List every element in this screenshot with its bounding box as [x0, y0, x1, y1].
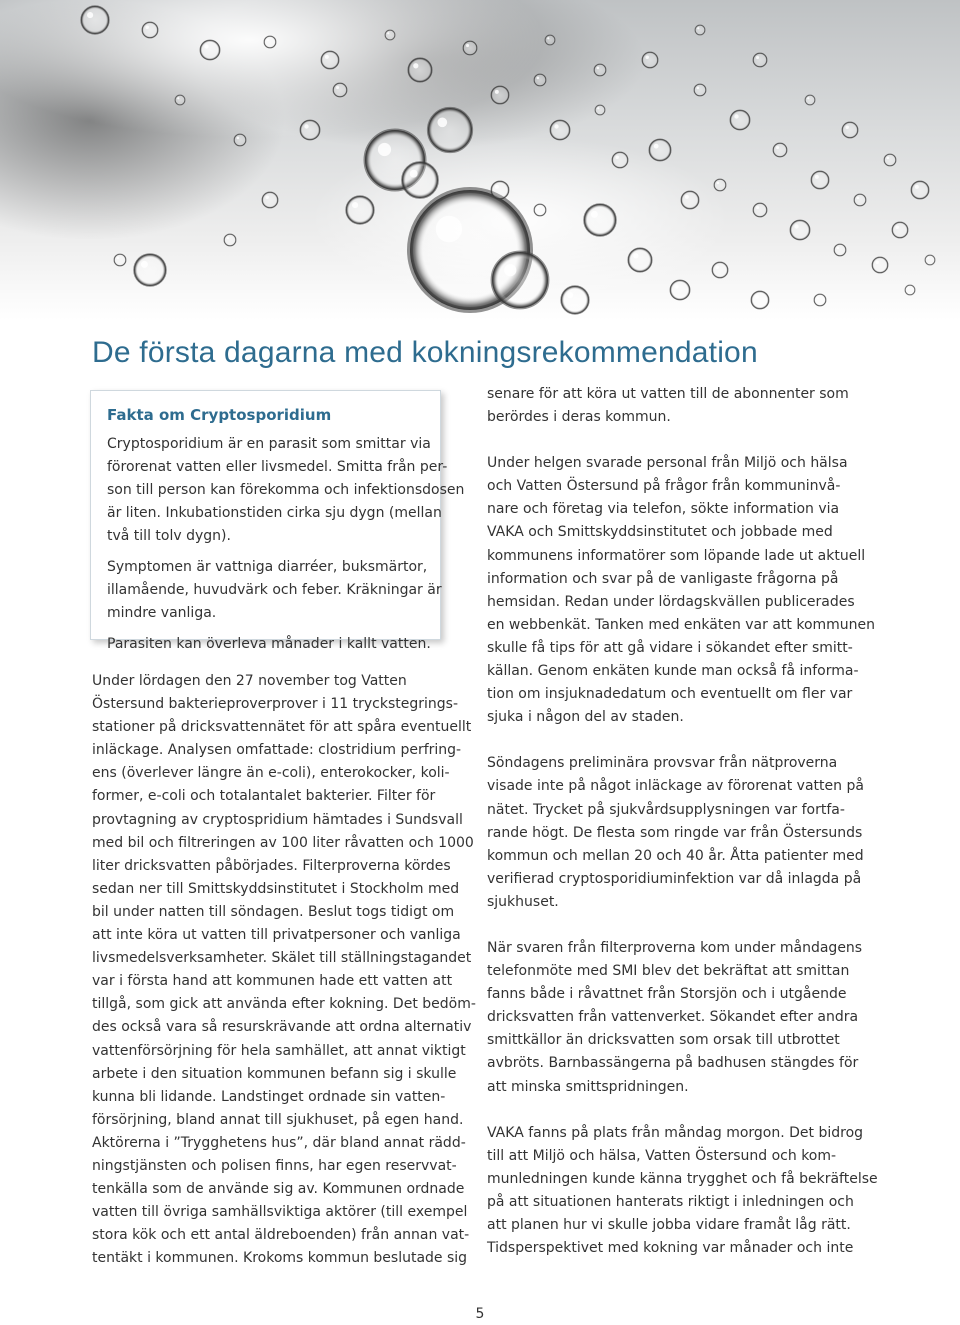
bubble	[534, 204, 546, 216]
bubble-highlight	[807, 97, 809, 99]
bubble	[175, 95, 185, 105]
bubble	[681, 191, 699, 209]
bubble-highlight	[237, 137, 240, 140]
text-line: smittkällor än dricksvatten som orsak till utbrottet	[487, 1032, 840, 1049]
bubble	[642, 52, 658, 68]
bubble-highlight	[437, 117, 447, 127]
text-line: att planen hur vi skulle jobba vidare framåt låg rätt.	[487, 1217, 851, 1233]
bubble	[264, 36, 276, 48]
bubble-highlight	[352, 202, 358, 208]
bubble	[492, 252, 548, 308]
text-line: fanns både i råvattnet från Storsjön och i utgående	[487, 986, 847, 1003]
bubble-highlight	[734, 114, 738, 118]
bubble	[321, 51, 339, 69]
bubble	[842, 122, 858, 138]
bubble-highlight	[715, 265, 719, 269]
bubble	[714, 179, 726, 191]
bubble	[805, 95, 815, 105]
text-line: kunna bli lidande. Landstinget ordnade sin vatten-	[92, 1088, 446, 1105]
bubble	[224, 234, 236, 246]
text-line: sedan ner till Smittskyddsinstitutet i Stockholm med	[92, 880, 460, 897]
bubble	[811, 171, 829, 189]
bubble	[595, 105, 605, 115]
text-line: skulle få tips för att gå vidare i sökandet efter smitt-	[487, 639, 853, 656]
bubble-highlight	[204, 44, 208, 48]
bubble	[773, 143, 787, 157]
page-number: 5	[475, 1306, 485, 1322]
text-line: provtagning av cryptospridium hämtades i Sundsvall	[92, 811, 463, 828]
text-line: När svaren från filterproverna kom under måndagens	[487, 939, 863, 956]
text-line: liter dricksvatten påbörjades. Filterproverna kördes	[92, 857, 451, 874]
text-line: ens (överlever längre än e-coli), enterokocker, koli-	[92, 765, 450, 782]
bubble	[402, 162, 438, 198]
text-line: vattenförsörjning för hela samhället, att annat viktigt	[92, 1042, 466, 1059]
text-line: är liten. Inkubationstiden cirka sju dygn (mellan	[107, 505, 442, 521]
text-line: att minska smittspridningen.	[487, 1078, 689, 1095]
paragraph	[487, 383, 867, 429]
bubble-highlight	[837, 247, 840, 250]
bubble	[134, 254, 166, 286]
bubble	[114, 254, 126, 266]
paragraph	[107, 433, 465, 548]
bubble	[695, 25, 705, 35]
bubble-highlight	[591, 211, 598, 218]
paragraph	[487, 752, 867, 914]
text-line: former, e-coli och totalantalet bakterier. Filter för	[92, 788, 436, 805]
text-line: Tidsperspektivet med kokning var månader och inte	[487, 1240, 854, 1257]
text-line: Östersund bakterieproverprover i 11 tryckstegrings-	[92, 696, 459, 713]
text-line: kommun och mellan 20 och 40 år. Åtta patienter med	[487, 847, 864, 864]
paragraph	[107, 556, 440, 625]
bubble-highlight	[697, 87, 700, 90]
text-line: avbröts. Barnbassängerna på badhusen stängdes för	[487, 1055, 859, 1072]
text-line: VAKA fanns på plats från måndag morgon. Det bidrog	[487, 1124, 864, 1141]
bubble	[491, 181, 509, 199]
bubble	[612, 152, 628, 168]
bubble	[911, 181, 929, 199]
text-line: illamående, huvudvärk och feber. Kräkningar är	[107, 582, 442, 598]
bubble-highlight	[177, 97, 179, 99]
bubble-highlight	[436, 216, 462, 242]
bubble	[834, 244, 846, 256]
bubble-highlight	[756, 56, 759, 59]
text-line: källan. Genom enkäten kunde man också få informa-	[487, 663, 859, 680]
bubble-highlight	[537, 207, 540, 210]
bubble	[346, 196, 374, 224]
text-line: att inte köra ut vatten till privatpersoner och vanliga	[92, 927, 461, 944]
bubbles-illustration	[0, 0, 960, 320]
bubble	[814, 294, 826, 306]
bubble-highlight	[633, 253, 638, 258]
bubble	[892, 222, 908, 238]
bubble	[234, 134, 246, 146]
bubble-highlight	[567, 292, 573, 298]
bubble-highlight	[597, 67, 600, 70]
text-line: telefonmöte med SMI blev det bekräftat att smittan	[487, 963, 850, 980]
bubble-highlight	[915, 185, 919, 189]
bubble-highlight	[895, 225, 899, 229]
text-line: berördes i deras kommun.	[487, 409, 671, 426]
bubble-highlight	[794, 224, 798, 228]
bubble	[872, 257, 888, 273]
text-line: sjukhuset.	[487, 893, 559, 910]
bubble	[712, 262, 728, 278]
bubble	[584, 204, 616, 236]
text-line: Parasiten kan överleva månader i kallt vatten.	[107, 636, 431, 652]
bubble-highlight	[413, 63, 418, 68]
fact-box-body	[107, 433, 465, 656]
paragraph	[487, 452, 876, 729]
text-line: VAKA och Smittskyddsinstitutet och jobbade med	[487, 524, 833, 541]
bubble-highlight	[495, 185, 499, 189]
bubble	[545, 35, 555, 45]
bubble	[694, 84, 706, 96]
bubble	[534, 74, 546, 86]
text-line: visade inte på något inläckage av förorenat vatten på	[487, 778, 864, 795]
bubble	[463, 41, 477, 55]
bubble-highlight	[776, 146, 779, 149]
text-line: Aktörerna i ”Trygghetens hus”, där bland annat rädd-	[92, 1134, 466, 1151]
bubble-highlight	[875, 260, 879, 264]
bubble-highlight	[267, 39, 270, 42]
bubble	[262, 192, 278, 208]
bubble-highlight	[387, 32, 389, 34]
bubble-highlight	[378, 143, 391, 156]
bubble-highlight	[756, 206, 759, 209]
bubble-highlight	[857, 197, 860, 200]
bubble-highlight	[717, 182, 720, 185]
text-line: till att Miljö och hälsa, Vatten Östersund och kom-	[487, 1147, 837, 1164]
bubble	[594, 64, 606, 76]
bubble-highlight	[265, 195, 269, 199]
bubble-highlight	[887, 157, 890, 160]
text-line: tillgå, som gick att använda efter kokning. Det bedöm-	[92, 996, 476, 1013]
bubble	[905, 285, 915, 295]
text-line: och Vatten Östersund på frågor från kommuninvå-	[487, 478, 841, 495]
bubble-highlight	[907, 287, 909, 289]
bubble	[561, 286, 589, 314]
text-line: sjuka i någon del av staden.	[487, 709, 684, 726]
bubble	[408, 58, 432, 82]
bubble-highlight	[325, 55, 329, 59]
bubble-highlight	[597, 107, 599, 109]
left-column-text	[92, 670, 476, 1270]
text-line: tion om insjuknadedatum och eventuellt om fler var	[487, 686, 853, 703]
text-line: med bil och filtreringen av 100 liter råvatten och 1000	[92, 834, 474, 851]
bubble	[385, 30, 395, 40]
text-line: rande högt. De flesta som ringde var från Östersunds	[487, 824, 863, 841]
text-line: son till person kan förekomma och infektionsdosen	[107, 482, 465, 498]
text-line: senare för att köra ut vatten till de abonnenter som	[487, 386, 849, 402]
bubble	[300, 120, 320, 140]
text-line: på att situationen hanterats riktigt i inledningen och	[487, 1193, 854, 1210]
text-line: information och svar på de vanligaste frågorna på	[487, 570, 839, 587]
text-line: Cryptosporidium är en parasit som smittar via	[107, 436, 431, 452]
bubble	[884, 154, 896, 166]
paragraph	[487, 937, 867, 1099]
text-line: des också vara så resurskrävande att ordna alternativ	[92, 1019, 472, 1036]
text-line: stora kök och ett antal äldreboenden) från annan vat-	[92, 1227, 470, 1244]
bubble-highlight	[537, 77, 540, 80]
text-line: nare och företag via telefon, sökte information via	[487, 501, 840, 518]
text-line: tentäkt i kommunen. Krokoms kommun beslutade sig	[92, 1250, 468, 1267]
bubble-highlight	[845, 125, 849, 129]
bubble	[550, 120, 570, 140]
page-title: De första dagarna med kokningsrekommendation	[92, 336, 758, 369]
bubble	[142, 22, 158, 38]
bubble	[854, 194, 866, 206]
bubble-highlight	[466, 44, 469, 47]
text-line: Symptomen är vattniga diarréer, buksmärtor,	[107, 559, 428, 575]
hero-photo-bubbles	[0, 0, 960, 320]
paragraph	[92, 670, 476, 1270]
bubble	[81, 6, 109, 34]
text-line: ningstjänsten och polisen finns, har egen reservvat-	[92, 1157, 457, 1174]
text-line: hemsidan. Redan under lördagskvällen publicerades	[487, 593, 855, 610]
bubble	[670, 280, 690, 300]
bubble-highlight	[615, 155, 619, 159]
bubble-highlight	[227, 237, 230, 240]
fact-box-heading: Fakta om Cryptosporidium	[107, 406, 332, 424]
bubble-highlight	[554, 124, 558, 128]
bubble	[790, 220, 810, 240]
right-column-text	[487, 383, 878, 1260]
bubble-highlight	[645, 55, 649, 59]
bubble-highlight	[504, 264, 516, 276]
bubble-highlight	[336, 86, 339, 89]
bubble-highlight	[674, 284, 678, 288]
text-line: bil under natten till söndagen. Beslut togs tidigt om	[92, 903, 455, 920]
bubble-highlight	[815, 175, 819, 179]
bubble-highlight	[817, 297, 820, 300]
text-line: stationer på dricksvattennätet för att spåra eventuellt	[92, 719, 472, 736]
bubble	[628, 248, 652, 272]
text-line: Under helgen svarade personal från Miljö och hälsa	[487, 455, 848, 472]
text-line: vatten till övriga samhällsviktiga aktörer (till exempel	[92, 1204, 468, 1221]
fact-box	[90, 390, 465, 652]
bubble	[649, 139, 671, 161]
bubble-highlight	[410, 170, 418, 178]
paragraph	[487, 1122, 878, 1261]
bubble-highlight	[141, 261, 148, 268]
text-line: dricksvatten från vattenverket. Sökandet efter andra	[487, 1009, 859, 1026]
bubble-highlight	[547, 37, 549, 39]
bubble	[200, 40, 220, 60]
text-line: mindre vanliga.	[107, 605, 217, 621]
bubble-highlight	[495, 90, 499, 94]
bubble	[753, 53, 767, 67]
bubble-highlight	[685, 195, 689, 199]
bubble	[753, 203, 767, 217]
bubble	[751, 291, 769, 309]
bubble-highlight	[927, 257, 929, 259]
text-line: arbete i den situation kommunen befann sig i skulle	[92, 1065, 457, 1082]
bubble	[333, 83, 347, 97]
text-line: inläckage. Analysen omfattade: clostridium perfring-	[92, 742, 462, 759]
bubble	[925, 255, 935, 265]
bubble-highlight	[304, 124, 308, 128]
text-line: livsmedelsverksamheter. Skälet till ställningstagandet	[92, 950, 472, 967]
text-line: verifierad cryptosporidiuminfektion var då inlagda på	[487, 870, 862, 887]
text-line: förorenat vatten eller livsmedel. Smitta från per-	[107, 459, 448, 475]
bubble	[730, 110, 750, 130]
text-line: nätet. Trycket på sjukvårdsupplysningen var fortfa-	[487, 801, 845, 818]
bubble-highlight	[755, 295, 759, 299]
text-line: kommunens informatörer som löpande lade ut aktuell	[487, 547, 866, 564]
bubble-highlight	[697, 27, 699, 29]
text-line: en webbenkät. Tanken med enkäten var att kommunen	[487, 616, 876, 633]
text-line: tenkälla som de använde sig av. Kommunen ordnade	[92, 1181, 465, 1198]
text-line: Under lördagen den 27 november tog Vatten	[92, 673, 407, 689]
text-line: två till tolv dygn).	[107, 528, 231, 544]
paragraph	[107, 633, 440, 656]
bubble-highlight	[87, 12, 93, 18]
text-line: Söndagens preliminära provsvar från nätproverna	[487, 755, 838, 772]
bubble	[428, 108, 472, 152]
text-line: försörjning, bland annat till sjukhuset, på egen hand.	[92, 1111, 464, 1128]
bubble-highlight	[117, 257, 120, 260]
bubble	[491, 86, 509, 104]
text-line: var i första hand att kommunen hade ett vatten att	[92, 973, 453, 990]
bubble-highlight	[145, 25, 149, 29]
bubble-highlight	[654, 144, 659, 149]
text-line: munledningen kunde känna trygghet och få bekräftelse	[487, 1170, 878, 1187]
